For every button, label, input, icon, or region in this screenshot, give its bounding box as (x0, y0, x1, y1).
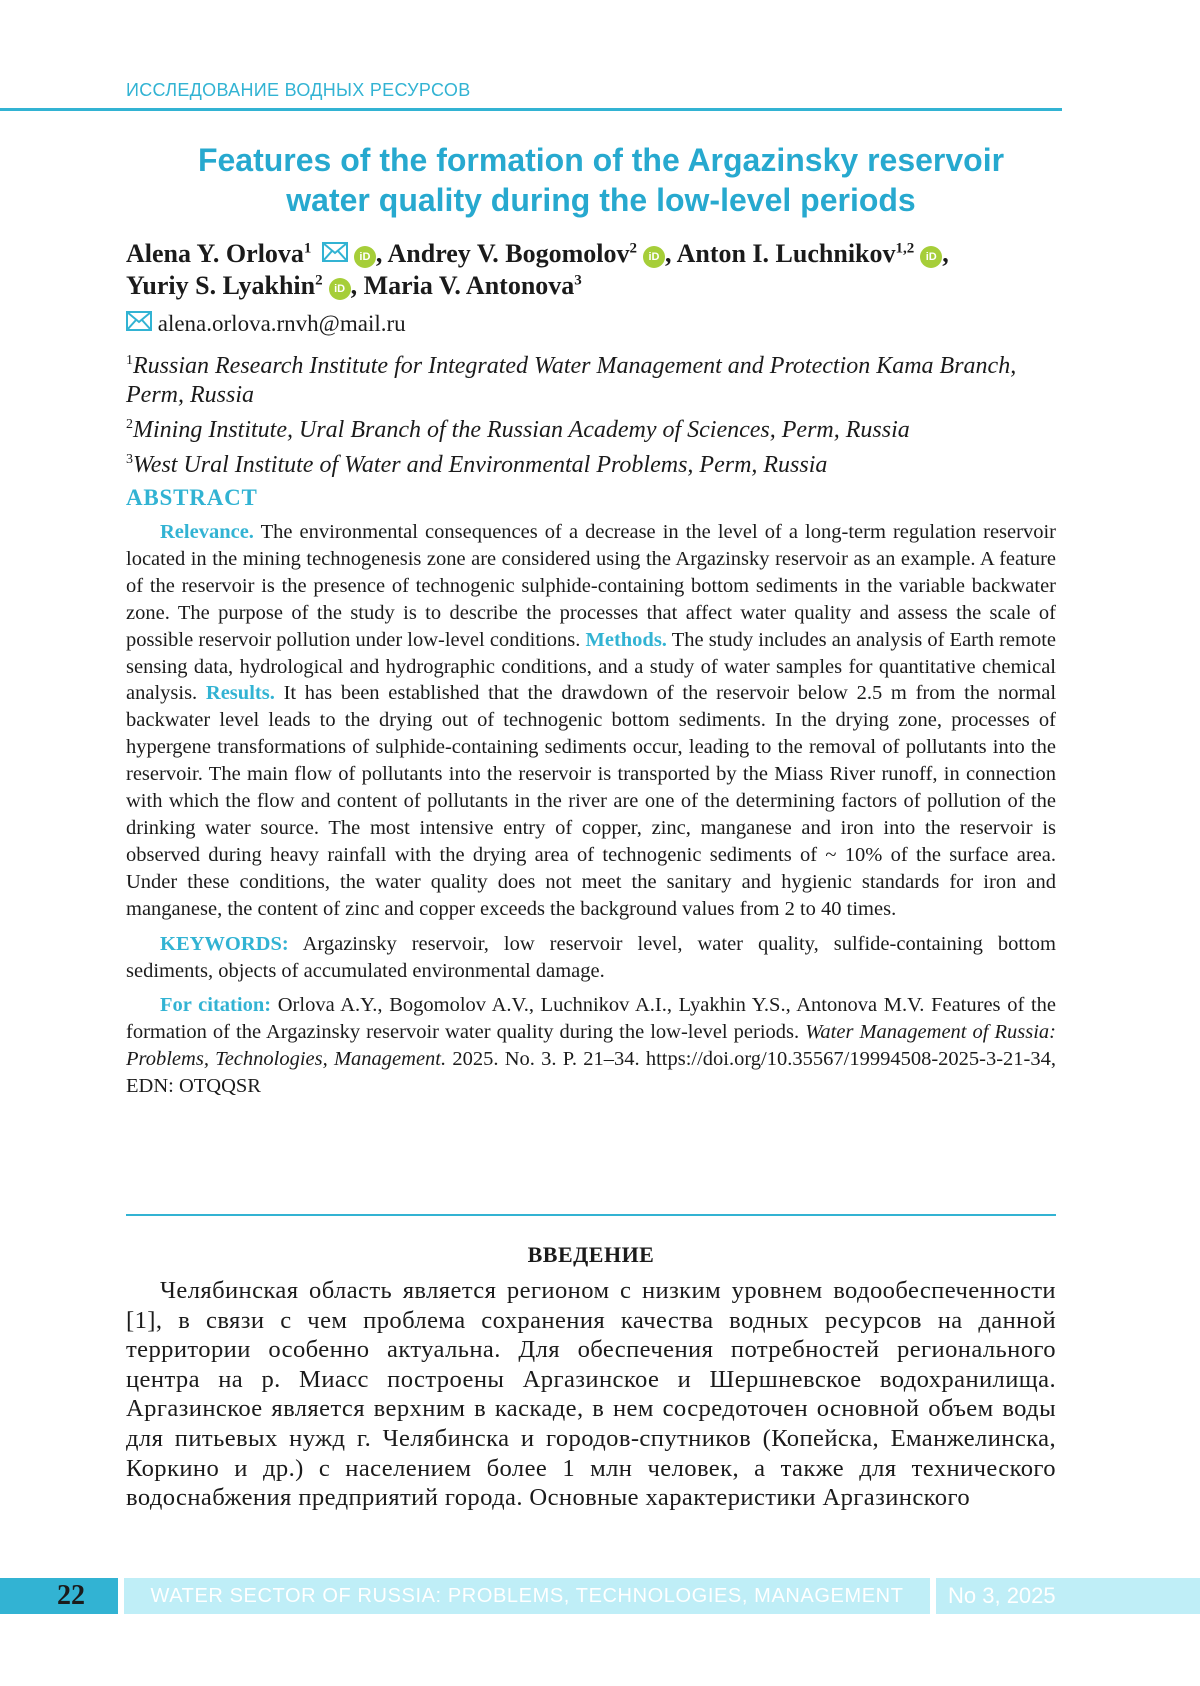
introduction-heading: ВВЕДЕНИЕ (527, 1242, 655, 1267)
abstract-heading: ABSTRACT (126, 485, 258, 510)
author-affiliation-number: 1,2 (895, 240, 915, 257)
author-affiliation-number: 3 (574, 272, 582, 289)
journal-name: WATER SECTOR OF RUSSIA: PROBLEMS, TECHNOLOGIES, MANAGEMENT (124, 1578, 930, 1614)
orcid-icon[interactable]: iD (643, 246, 665, 268)
keywords-label: KEYWORDS: (160, 932, 289, 955)
title-line-2: water quality during the low-level periods (286, 182, 916, 218)
results-label: Results. (205, 682, 275, 705)
affiliation-number: 1 (126, 353, 133, 368)
corresponding-email (126, 310, 406, 338)
affiliation-item (126, 346, 1076, 410)
orcid-icon[interactable]: iD (920, 246, 942, 268)
orcid-icon[interactable]: iD (354, 246, 376, 268)
author-name[interactable]: Anton I. Luchnikov (676, 239, 896, 268)
section-divider (126, 1214, 1056, 1216)
envelope-icon[interactable] (322, 238, 348, 270)
author-name[interactable]: Alena Y. Orlova (126, 239, 304, 268)
affiliations (126, 346, 1076, 480)
relevance-text: The environmental consequences of a decrease in the level of a long-term regulation reservoir located in the mining technogenesis zone are considered using the Argazinsky reservoir as an example. A feature of the reservoir is the presence of technogenic sulphide-containing bottom sediments in the variable backwater zone. The purpose of the study is to describe the processes that affect water quality and assess the scale of possible reservoir pollution under low-level conditions. (126, 521, 1056, 651)
email-link[interactable]: alena.orlova.rnvh@mail.ru (157, 311, 406, 336)
citation-label: For citation: (160, 994, 272, 1017)
author-affiliation-number: 2 (315, 272, 323, 289)
relevance-label: Relevance. (160, 521, 254, 543)
article-title (126, 140, 1076, 220)
citation-journal: Water Management of Russia: Problems, Technologies, Management. (126, 1021, 1057, 1071)
citation-paragraph (126, 992, 1056, 1100)
author-line-2: Yuriy S. Lyakhin$^2$iD , Maria V. Antonova$^3$ (126, 271, 582, 300)
methods-text: The study includes an analysis of Earth remote sensing data, hydrological and hydrographic conditions, and a study of water samples for quantitative chemical analysis. (126, 628, 1056, 705)
keywords-paragraph (126, 931, 1056, 985)
top-divider (0, 108, 1062, 111)
results-text: It has been established that the drawdown of the reservoir below 2.5 m from the normal backwater level leads to the drying out of technogenic bottom sediments. In the drying zone, processes of hypergene transformations of sulphide-containing sediments occur, leading to the removal of pollutants into the reservoir. The main flow of pollutants into the reservoir is transported by the Miass River runoff, in connection with which the flow and content of pollutants in the river are one of the determining factors of pollution of the drinking water source. The most intensive entry of copper, zinc, manganese and iron into the reservoir is observed during heavy rainfall with the drying area of technogenic sediments of ~ 10% of the surface area. Under these conditions, the water quality does not meet the sanitary and hygienic standards for iron and manganese, the content of zinc and copper exceeds the background values from 2 to 40 times. (126, 682, 1057, 920)
author-line-1: Alena Y. Orlova$^1$ iD , Andrey V. Bogomolov$^2$iD , Anton I. Luchnikov$^{1,2}$iD , (126, 239, 949, 268)
title-line-1: Features of the formation of the Argazinsky reservoir (197, 142, 1005, 178)
citation-authors: Orlova A.Y., Bogomolov A.V., Luchnikov A.I., Lyakhin Y.S., Antonova M.V. Features of the formation of the Argazinsky reservoir water quality during the low-level periods. (126, 994, 1057, 1044)
author-affiliation-number: 2 (629, 240, 637, 257)
keywords-text: Argazinsky reservoir, low reservoir level, water quality, sulfide-containing bottom sediments, objects of accumulated environmental damage. (126, 932, 1056, 982)
affiliation-number: 3 (126, 452, 133, 467)
affiliation-text: Russian Research Institute for Integrated Water Management and Protection Kama Branch, Perm, Russia (126, 353, 1017, 408)
author-name[interactable]: Yuriy S. Lyakhin (126, 271, 316, 300)
abstract-paragraph (126, 519, 1056, 923)
page-number: 22 (57, 1580, 85, 1611)
affiliation-item (126, 445, 1076, 480)
page-number-box (0, 1578, 118, 1614)
envelope-icon (126, 311, 152, 336)
introduction-paragraph: Челябинская область является регионом с низким уровнем водообеспеченности [1], в связи с чем проблема сохранения качества водных ресурсов на данной территории особенно актуальна. Для обеспечения потребностей регионального центра на р. Миасс построены Аргазинское и Шершневское водохранилища. Аргазинское является верхним в каскаде, в нем сосредоточен основной объем воды для питьевых нужд г. Челябинска и городов-спутников (Копейска, Еманжелинска, Коркино и др.) с населением более 1 млн человек, а также для технического водоснабжения предприятий города. Основные характеристики Аргазинского (126, 1277, 1056, 1512)
issue-number: No 3, 2025 (936, 1578, 1200, 1614)
affiliation-number: 2 (126, 417, 133, 432)
citation-doi[interactable]: 2025. No. 3. P. 21–34. https://doi.org/10.35567/19994508-2025-3-21-34, EDN: OTQQSR (126, 1048, 1057, 1098)
section-label: ИССЛЕДОВАНИЕ ВОДНЫХ РЕСУРСОВ (126, 80, 471, 100)
methods-label: Methods. (585, 628, 667, 651)
author-list (126, 238, 1076, 302)
page-footer (0, 1578, 1200, 1614)
author-name[interactable]: Maria V. Antonova (363, 271, 575, 300)
author-affiliation-number: 1 (303, 240, 312, 257)
abstract-body (126, 519, 1056, 1108)
affiliation-text: Mining Institute, Ural Branch of the Russian Academy of Sciences, Perm, Russia (133, 417, 910, 443)
orcid-icon[interactable]: iD (329, 278, 351, 300)
affiliation-text: West Ural Institute of Water and Environmental Problems, Perm, Russia (133, 452, 828, 478)
affiliation-item (126, 410, 1076, 445)
author-name[interactable]: Andrey V. Bogomolov (387, 239, 630, 268)
introduction-body (126, 1276, 1056, 1513)
